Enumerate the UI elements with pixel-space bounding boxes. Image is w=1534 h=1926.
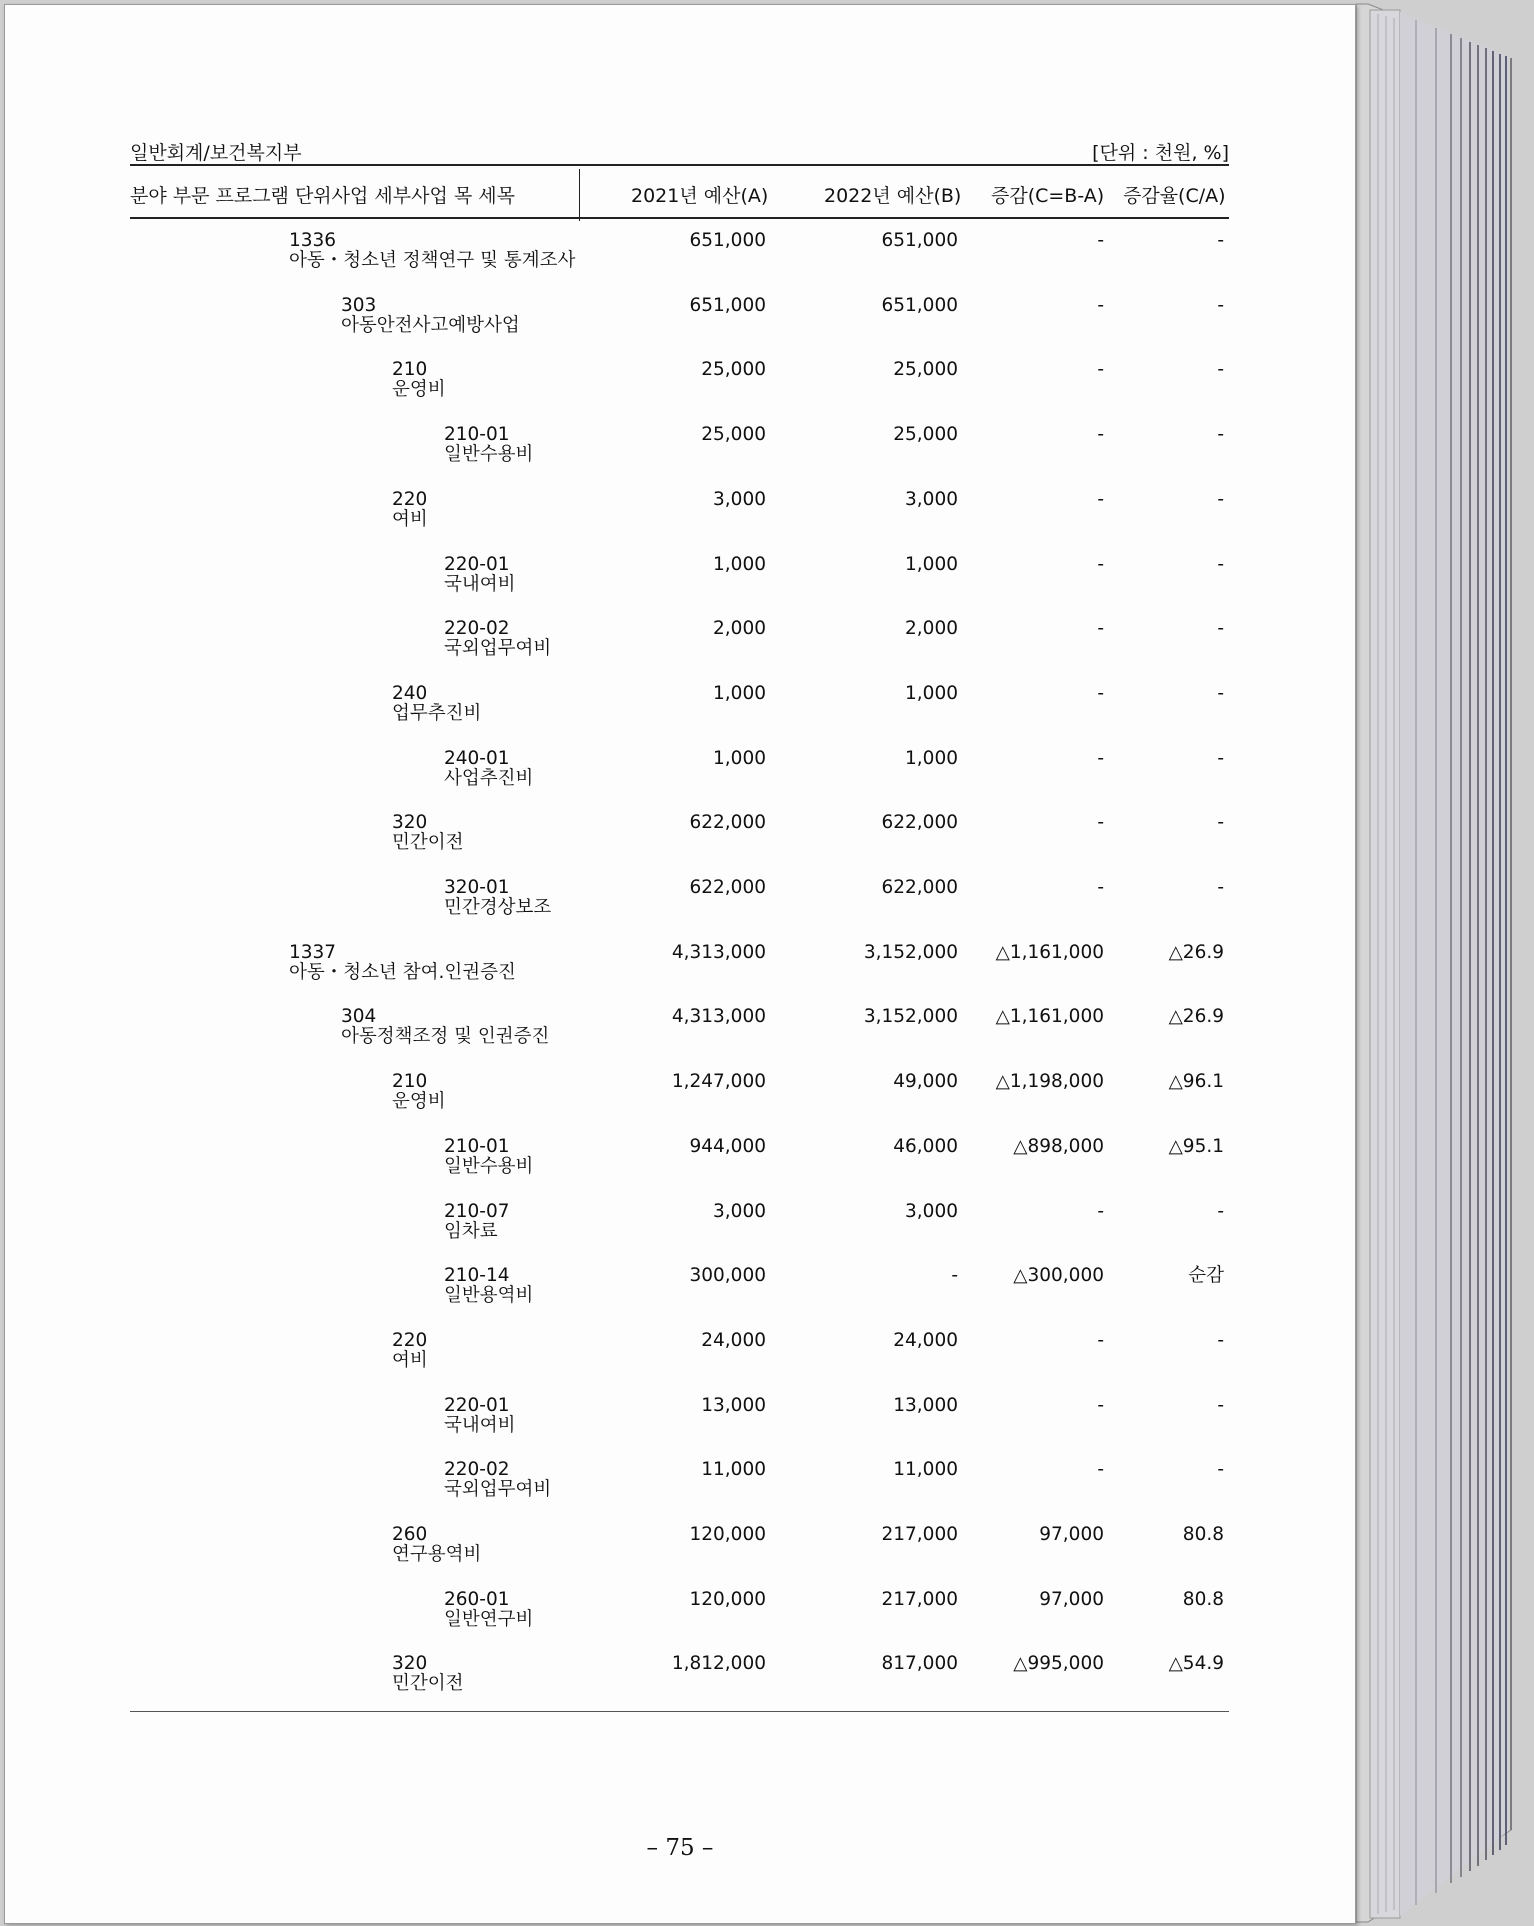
col-classification: 분야 부문 프로그램 단위사업 세부사업 목 세목 — [130, 185, 515, 207]
change-value: - — [1097, 230, 1104, 251]
budget-2022-value: 651,000 — [881, 230, 958, 251]
table-row — [5, 943, 1355, 1008]
item-name: 연구용역비 — [392, 1544, 482, 1565]
budget-2022-value: 622,000 — [881, 812, 958, 834]
table-row — [5, 360, 1355, 425]
budget-2022-value: 217,000 — [881, 1524, 958, 1545]
table-row — [5, 1525, 1355, 1590]
item-code: 1337 — [289, 941, 337, 963]
budget-2022-value: 25,000 — [893, 359, 958, 381]
change-value: △300,000 — [1013, 1265, 1104, 1287]
item-code: 320 — [392, 812, 428, 834]
item-name: 아동정책조정 및 인권증진 — [341, 1026, 550, 1048]
rate-value: - — [1217, 424, 1224, 446]
col-rate: 증감율(C/A) — [1123, 185, 1226, 207]
change-value: - — [1097, 553, 1104, 575]
item-code: 210 — [392, 1071, 428, 1093]
change-value: 97,000 — [1039, 1588, 1104, 1610]
table-row — [5, 1007, 1355, 1072]
rate-value: △26.9 — [1168, 941, 1224, 963]
table-row — [5, 490, 1355, 555]
change-value: - — [1097, 618, 1104, 640]
budget-2021-value: 4,313,000 — [671, 941, 766, 963]
table-row — [5, 619, 1355, 684]
budget-2022-value: - — [951, 1265, 958, 1287]
budget-2021-value: 622,000 — [689, 812, 766, 834]
header-bottom-rule — [130, 217, 1229, 219]
header-divider — [579, 169, 580, 221]
change-value: - — [1097, 1459, 1104, 1481]
item-name: 여비 — [392, 1349, 428, 1371]
item-code: 260-01 — [444, 1588, 510, 1610]
table-row — [5, 425, 1355, 490]
rate-value: 80.8 — [1182, 1524, 1224, 1545]
budget-2021-value: 13,000 — [701, 1394, 766, 1416]
item-name: 아동안전사고예방사업 — [341, 314, 520, 336]
budget-2021-value: 1,247,000 — [671, 1071, 766, 1093]
budget-2021-value: 651,000 — [689, 294, 766, 316]
budget-2021-value: 3,000 — [713, 1200, 766, 1222]
change-value: - — [1097, 1394, 1104, 1416]
budget-2022-value: 622,000 — [881, 877, 958, 898]
budget-2021-value: 11,000 — [701, 1459, 766, 1481]
item-name: 운영비 — [392, 1091, 446, 1113]
change-value: - — [1097, 747, 1104, 769]
rate-value: △54.9 — [1168, 1653, 1224, 1675]
budget-2021-value: 120,000 — [689, 1524, 766, 1545]
item-name: 국내여비 — [444, 1414, 516, 1436]
rate-value: - — [1217, 230, 1224, 251]
budget-2021-value: 3,000 — [713, 488, 766, 510]
table-row — [5, 296, 1355, 361]
budget-2022-value: 1,000 — [905, 553, 958, 575]
budget-2021-value: 120,000 — [689, 1588, 766, 1610]
change-value: - — [1097, 424, 1104, 446]
rate-value: - — [1217, 618, 1224, 640]
item-code: 220-01 — [444, 1394, 510, 1416]
budget-2022-value: 3,000 — [905, 488, 958, 510]
table-top-rule — [130, 164, 1229, 166]
change-value: - — [1097, 1200, 1104, 1222]
item-name: 여비 — [392, 508, 428, 530]
table-row — [5, 813, 1355, 878]
item-code: 220 — [392, 488, 428, 510]
item-code: 210 — [392, 359, 428, 381]
budget-2022-value: 217,000 — [881, 1588, 958, 1610]
table-row — [5, 1590, 1355, 1655]
item-code: 210-01 — [444, 1135, 510, 1157]
rate-value: △96.1 — [1168, 1071, 1224, 1093]
budget-2022-value: 1,000 — [905, 682, 958, 704]
unit-label: [단위 : 천원, %] — [1092, 142, 1229, 164]
change-value: - — [1097, 294, 1104, 316]
rate-value: 순감 — [1188, 1265, 1224, 1287]
table-row — [5, 1072, 1355, 1137]
item-name: 국외업무여비 — [444, 638, 552, 660]
change-value: - — [1097, 1329, 1104, 1351]
table-row — [5, 231, 1355, 296]
item-code: 1336 — [289, 230, 337, 251]
item-code: 304 — [341, 1006, 377, 1028]
rate-value: - — [1217, 294, 1224, 316]
item-code: 220-02 — [444, 1459, 510, 1481]
change-value: - — [1097, 359, 1104, 381]
budget-2021-value: 622,000 — [689, 877, 766, 898]
item-name: 국외업무여비 — [444, 1479, 552, 1501]
budget-2021-value: 25,000 — [701, 359, 766, 381]
table-row — [5, 749, 1355, 814]
item-name: 임차료 — [444, 1220, 498, 1242]
item-code: 210-14 — [444, 1265, 510, 1287]
item-name: 일반수용비 — [444, 444, 534, 466]
page-edges — [1356, 0, 1526, 1926]
budget-2022-value: 46,000 — [893, 1135, 958, 1157]
budget-2022-value: 3,152,000 — [863, 941, 958, 963]
item-name: 민간이전 — [392, 832, 464, 854]
item-name: 일반용역비 — [444, 1285, 534, 1307]
change-value: - — [1097, 488, 1104, 510]
item-name: 일반수용비 — [444, 1155, 534, 1177]
item-code: 210-07 — [444, 1200, 510, 1222]
rate-value: - — [1217, 877, 1224, 898]
change-value: △1,161,000 — [995, 941, 1104, 963]
table-bottom-rule — [130, 1711, 1229, 1712]
change-value: 97,000 — [1039, 1524, 1104, 1545]
budget-2022-value: 1,000 — [905, 747, 958, 769]
rate-value: 80.8 — [1182, 1588, 1224, 1610]
item-code: 210-01 — [444, 424, 510, 446]
page-number: – 75 – — [646, 1835, 714, 1861]
budget-2021-value: 1,000 — [713, 682, 766, 704]
change-value: - — [1097, 877, 1104, 898]
item-code: 260 — [392, 1524, 428, 1545]
item-code: 320 — [392, 1653, 428, 1675]
col-budget-2021: 2021년 예산(A) — [631, 185, 769, 207]
item-name: 아동・청소년 참여.인권증진 — [289, 961, 516, 983]
item-code: 220-01 — [444, 553, 510, 575]
table-row — [5, 1460, 1355, 1525]
col-budget-2022: 2022년 예산(B) — [824, 185, 962, 207]
budget-2022-value: 3,152,000 — [863, 1006, 958, 1028]
change-value: △898,000 — [1013, 1135, 1104, 1157]
table-row — [5, 878, 1355, 943]
change-value: △995,000 — [1013, 1653, 1104, 1675]
rate-value: △95.1 — [1168, 1135, 1224, 1157]
rate-value: - — [1217, 1200, 1224, 1222]
item-name: 업무추진비 — [392, 702, 482, 724]
col-change: 증감(C=B-A) — [991, 185, 1105, 207]
change-value: △1,161,000 — [995, 1006, 1104, 1028]
change-value: - — [1097, 682, 1104, 704]
budget-2022-value: 25,000 — [893, 424, 958, 446]
rate-value: - — [1217, 812, 1224, 834]
item-code: 220-02 — [444, 618, 510, 640]
budget-2022-value: 3,000 — [905, 1200, 958, 1222]
table-row — [5, 555, 1355, 620]
budget-2021-value: 1,000 — [713, 747, 766, 769]
item-name: 아동・청소년 정책연구 및 통계조사 — [289, 250, 576, 271]
item-name: 사업추진비 — [444, 767, 534, 789]
rate-value: - — [1217, 1459, 1224, 1481]
rate-value: △26.9 — [1168, 1006, 1224, 1028]
item-code: 240 — [392, 682, 428, 704]
rate-value: - — [1217, 488, 1224, 510]
budget-2022-value: 817,000 — [881, 1653, 958, 1675]
table-row — [5, 1266, 1355, 1331]
item-code: 320-01 — [444, 877, 510, 898]
budget-2021-value: 24,000 — [701, 1329, 766, 1351]
item-name: 국내여비 — [444, 573, 516, 595]
table-row — [5, 1396, 1355, 1461]
item-name: 일반연구비 — [444, 1608, 534, 1630]
change-value: △1,198,000 — [995, 1071, 1104, 1093]
rate-value: - — [1217, 1394, 1224, 1416]
rate-value: - — [1217, 747, 1224, 769]
document-page — [4, 4, 1356, 1924]
item-name: 민간경상보조 — [444, 897, 552, 918]
item-code: 220 — [392, 1329, 428, 1351]
item-name: 운영비 — [392, 379, 446, 401]
budget-2022-value: 49,000 — [893, 1071, 958, 1093]
budget-2021-value: 300,000 — [689, 1265, 766, 1287]
budget-2021-value: 4,313,000 — [671, 1006, 766, 1028]
budget-2022-value: 11,000 — [893, 1459, 958, 1481]
budget-2021-value: 651,000 — [689, 230, 766, 251]
budget-2021-value: 2,000 — [713, 618, 766, 640]
budget-2022-value: 2,000 — [905, 618, 958, 640]
change-value: - — [1097, 812, 1104, 834]
budget-2021-value: 25,000 — [701, 424, 766, 446]
rate-value: - — [1217, 359, 1224, 381]
budget-2021-value: 1,812,000 — [671, 1653, 766, 1675]
rate-value: - — [1217, 1329, 1224, 1351]
table-row — [5, 1202, 1355, 1267]
rate-value: - — [1217, 553, 1224, 575]
table-row — [5, 1331, 1355, 1396]
budget-2021-value: 944,000 — [689, 1135, 766, 1157]
account-ministry-label: 일반회계/보건복지부 — [130, 142, 302, 164]
budget-2021-value: 1,000 — [713, 553, 766, 575]
budget-2022-value: 651,000 — [881, 294, 958, 316]
table-row — [5, 1137, 1355, 1202]
item-name: 민간이전 — [392, 1673, 464, 1695]
rate-value: - — [1217, 682, 1224, 704]
budget-2022-value: 24,000 — [893, 1329, 958, 1351]
table-row — [5, 684, 1355, 749]
item-code: 240-01 — [444, 747, 510, 769]
table-row — [5, 1654, 1355, 1719]
budget-2022-value: 13,000 — [893, 1394, 958, 1416]
item-code: 303 — [341, 294, 377, 316]
